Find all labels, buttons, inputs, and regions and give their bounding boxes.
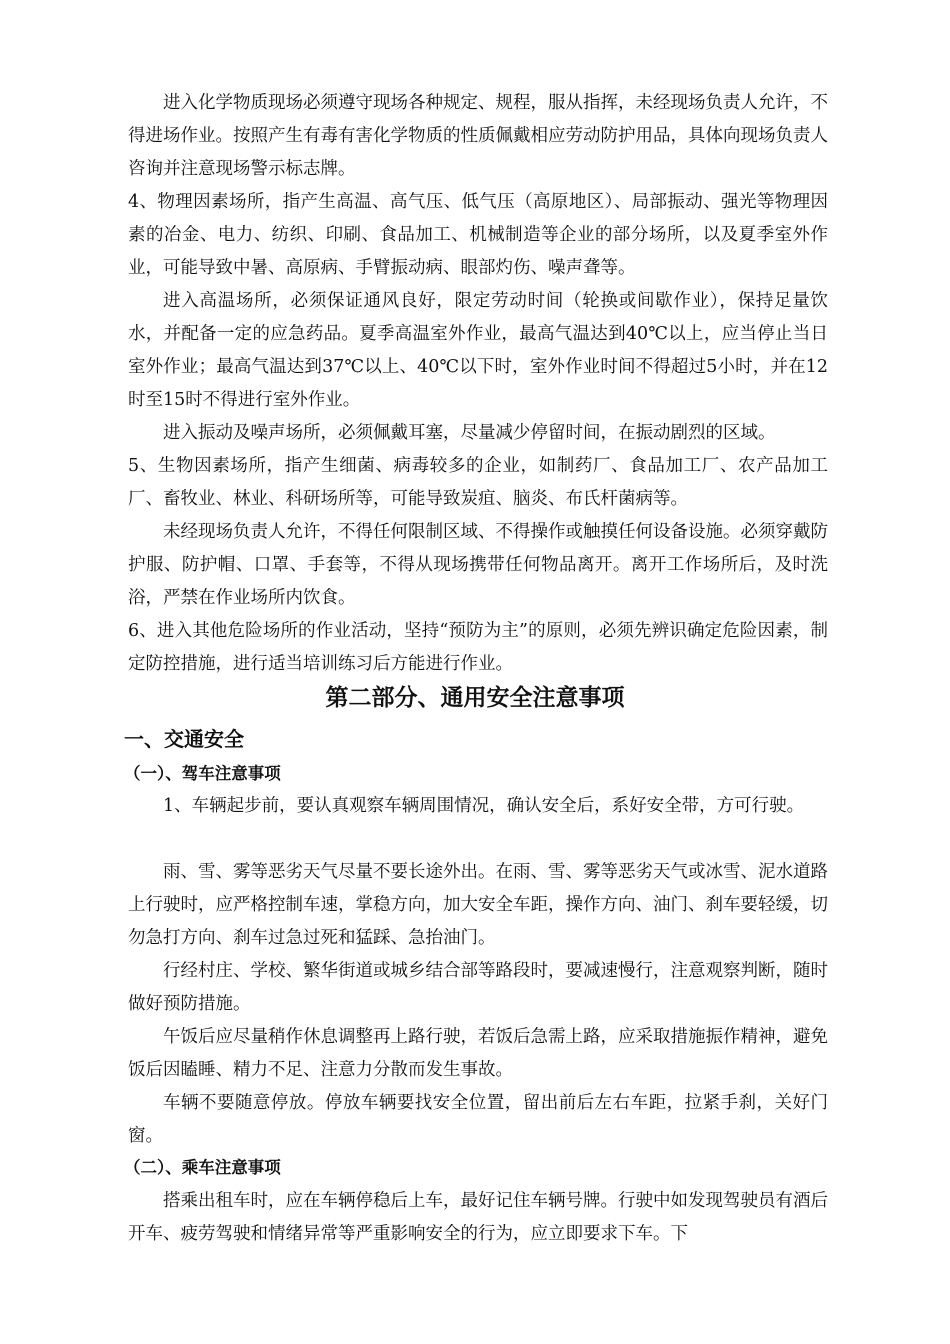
paragraph-physical-factors: 4、物理因素场所，指产生高温、高气压、低气压（高原地区）、局部振动、强光等物理因素的冶金、电力、纺织、印刷、食品加工、机械制造等企业的部分场所，以及夏季室外作业，可能导致中暑、高原病、手臂振动病、眼部灼伤、噪声聋等。 — [128, 192, 828, 278]
part-title: 第二部分、通用安全注意事项 — [325, 685, 625, 711]
paragraph-parking: 车辆不要随意停放。停放车辆要找安全位置，留出前后左右车距，拉紧手刹，关好门窗。 — [128, 1093, 828, 1146]
paragraph-bad-weather: 雨、雪、雾等恶劣天气尽量不要长途外出。在雨、雪、雾等恶劣天气或冰雪、泥水道路上行驶时，应严格控制车速，掌稳方向，加大安全车距，操作方向、油门、刹车要轻缓，切勿急打方向、刹车过急过死和猛踩、急抬油门。 — [128, 862, 828, 948]
paragraph-biological-factors: 5、生物因素场所，指产生细菌、病毒较多的企业，如制药厂、食品加工厂、农产品加工厂、畜牧业、林业、科研场所等，可能导致炭疽、脑炎、布氏杆菌病等。 — [128, 456, 828, 509]
subsection-title-riding: （二）、乘车注意事项 — [124, 1158, 281, 1177]
paragraph-slow-down: 行经村庄、学校、繁华街道或城乡结合部等路段时，要减速慢行，注意观察判断，随时做好预防措施。 — [128, 961, 828, 1014]
paragraph-biological-rules: 未经现场负责人允许，不得任何限制区域、不得操作或触摸任何设备设施。必须穿戴防护服、防护帽、口罩、手套等，不得从现场携带任何物品离开。离开工作场所后，及时洗浴，严禁在作业场所内饮食。 — [128, 522, 828, 608]
paragraph-chemical-site: 进入化学物质现场必须遵守现场各种规定、规程，服从指挥，未经现场负责人允许，不得进场作业。按照产生有毒有害化学物质的性质佩戴相应劳动防护用品，具体向现场负责人咨询并注意现场警示标志牌。 — [128, 93, 828, 179]
paragraph-other-hazards: 6、进入其他危险场所的作业活动，坚持“预防为主”的原则，必须先辨识确定危险因素，制定防控措施，进行适当培训练习后方能进行作业。 — [128, 621, 828, 674]
paragraph-before-start: 1、车辆起步前，要认真观察车辆周围情况，确认安全后，系好安全带，方可行驶。 — [163, 796, 805, 816]
paragraph-taxi: 搭乘出租车时，应在车辆停稳后上车，最好记住车辆号牌。行驶中如发现驾驶员有酒后开车、疲劳驾驶和情绪异常等严重影响安全的行为，应立即要求下车。下 — [128, 1191, 828, 1244]
paragraph-vibration-noise: 进入振动及噪声场所，必须佩戴耳塞，尽量减少停留时间，在振动剧烈的区域。 — [163, 423, 776, 443]
section-title: 一、交通安全 — [124, 727, 244, 751]
paragraph-after-lunch: 午饭后应尽量稍作休息调整再上路行驶，若饭后急需上路，应采取措施振作精神，避免饭后因瞌睡、精力不足、注意力分散而发生事故。 — [128, 1027, 828, 1080]
paragraph-high-temperature: 进入高温场所，必须保证通风良好，限定劳动时间（轮换或间歇作业），保持足量饮水，并配备一定的应急药品。夏季高温室外作业，最高气温达到40℃以上，应当停止当日室外作业；最高气温达到37℃以上、40℃以下时，室外作业时间不得超过5小时，并在12时至15时不得进行室外作业。 — [128, 291, 828, 410]
subsection-title-driving: （一）、驾车注意事项 — [124, 764, 281, 783]
